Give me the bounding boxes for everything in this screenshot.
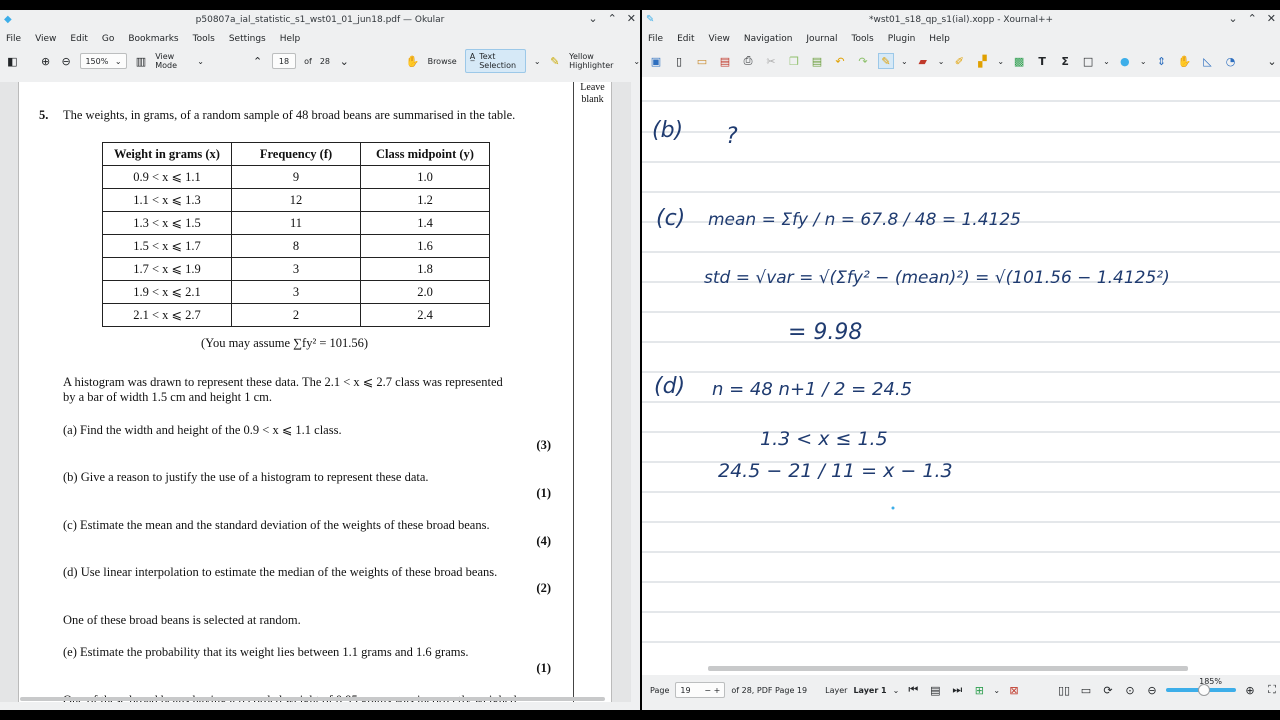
previous-page-icon[interactable]: ⌃ — [253, 54, 263, 68]
chevron-down-icon[interactable]: ⌄ — [892, 685, 900, 695]
menu-journal[interactable]: Journal — [806, 34, 838, 44]
view-mode-icon[interactable]: ▥ — [135, 54, 147, 68]
menu-file[interactable]: File — [648, 34, 664, 44]
zoom-out-icon[interactable]: ⊖ — [61, 54, 71, 68]
minimize-icon[interactable]: ⌄ — [1228, 12, 1238, 25]
leave-label: Leave — [580, 82, 605, 93]
histogram-text-line2: by a bar of width 1.5 cm and height 1 cm. — [63, 390, 272, 404]
print-icon[interactable]: ⎙ — [743, 54, 753, 67]
view-mode-button[interactable]: View Mode — [155, 52, 177, 70]
browse-hand-icon[interactable]: ✋ — [405, 54, 420, 68]
median-interval: 1.3 < x ≤ 1.5 — [760, 428, 888, 450]
table-row — [103, 304, 490, 327]
part-d-question: (d) Use linear interpolation to estimate the median of the weights of these broad beans. — [63, 565, 498, 579]
menu-tools[interactable]: Tools — [192, 34, 215, 44]
frequency-table — [102, 142, 490, 327]
table-cell: 1.0 — [361, 166, 490, 189]
part-c-question: (c) Estimate the mean and the standard deviation of the weights of these broad beans. — [63, 518, 490, 532]
text-selection-tool-button[interactable] — [465, 49, 526, 73]
chevron-down-icon[interactable]: ⌄ — [197, 56, 204, 66]
pen-icon[interactable]: ✎ — [878, 53, 894, 69]
table-cell: 2 — [232, 304, 361, 327]
part-b-label: (b) — [652, 118, 684, 143]
layer-select[interactable]: Layer 1 — [853, 685, 887, 695]
next-page-icon[interactable]: ⌄ — [339, 54, 349, 68]
table-cell: 3 — [232, 258, 361, 281]
minimize-icon[interactable]: ⌄ — [588, 12, 598, 25]
part-a-question: (a) Find the width and height of the 0.9 < x ⩽ 1.1 class. — [63, 423, 342, 437]
xournal-window-title: *wst01_s18_qp_s1(ial).xopp - Xournal++ — [868, 15, 1054, 25]
okular-window — [0, 10, 640, 710]
yellow-highlighter-button[interactable]: Yellow Highlighter — [569, 52, 614, 70]
table-cell: 1.2 — [361, 189, 490, 212]
chevron-down-icon[interactable]: ⌄ — [633, 56, 640, 66]
assumption-text: (You may assume ∑fy² = 101.56) — [201, 336, 369, 350]
menu-plugin[interactable]: Plugin — [887, 34, 916, 44]
table-cell: 2.0 — [361, 281, 490, 304]
menu-go[interactable]: Go — [101, 34, 115, 44]
text-tool-icon[interactable]: T — [1038, 54, 1046, 68]
part-d-marks: (2) — [536, 581, 551, 595]
std-calculation: std = √var = √(Σfy² − (mean)²) = √(101.56 − 1.4125²) — [704, 268, 1170, 288]
table-header-weight: Weight in grams (x) — [103, 143, 232, 166]
ruler-icon[interactable]: ◺ — [1203, 54, 1212, 68]
xournal-toolbar — [642, 49, 1280, 73]
page-number-value: 19 — [680, 685, 691, 695]
page-number-spinner[interactable] — [675, 682, 725, 698]
question-number: 5. — [39, 108, 49, 122]
close-icon[interactable]: ✕ — [1266, 12, 1276, 25]
part-c-marks: (4) — [536, 534, 551, 548]
part-b-question: (b) Give a reason to justify the use of a histogram to represent these data. — [63, 470, 429, 484]
eraser-icon[interactable]: ▰ — [918, 54, 927, 68]
page-of-text: of 28, PDF Page 19 — [731, 685, 808, 695]
maximize-icon[interactable]: ⌃ — [1247, 12, 1257, 25]
shape-rectangle-icon[interactable]: □ — [1082, 54, 1094, 68]
close-icon[interactable]: ✕ — [626, 12, 636, 25]
menu-bookmarks[interactable]: Bookmarks — [128, 34, 179, 44]
table-cell: 1.1 < x ⩽ 1.3 — [103, 189, 232, 212]
chevron-down-icon[interactable]: ⌄ — [901, 56, 908, 66]
zoom-percentage: 185% — [1199, 677, 1222, 686]
table-cell: 1.6 — [361, 235, 490, 258]
select-region-icon[interactable]: ▞ — [978, 54, 987, 68]
chevron-down-icon[interactable]: ⌄ — [937, 56, 945, 66]
table-header-frequency: Frequency (f) — [232, 143, 361, 166]
table-row — [103, 281, 490, 304]
add-layer-icon[interactable]: ⊞ — [974, 683, 984, 697]
interpolation-equation: 24.5 − 21 / 11 = x − 1.3 — [718, 460, 953, 482]
table-cell: 11 — [232, 212, 361, 235]
table-cell: 1.5 < x ⩽ 1.7 — [103, 235, 232, 258]
okular-menubar — [0, 30, 640, 48]
table-cell: 1.7 < x ⩽ 1.9 — [103, 258, 232, 281]
page-label: Page — [650, 685, 670, 695]
menu-view[interactable]: View — [35, 34, 57, 44]
chevron-down-icon[interactable]: ⌄ — [533, 56, 541, 66]
table-row — [103, 258, 490, 281]
table-cell: 12 — [232, 189, 361, 212]
table-cell: 1.9 < x ⩽ 2.1 — [103, 281, 232, 304]
document-viewport[interactable] — [0, 82, 631, 702]
browse-tool-button[interactable]: Browse — [427, 56, 457, 66]
zoom-in-icon[interactable]: ⊕ — [40, 54, 51, 68]
mean-calculation: mean = Σfy / n = 67.8 / 48 = 1.4125 — [708, 210, 1021, 230]
selection-statement: One of these broad beans is selected at random. — [63, 613, 301, 627]
question-intro: The weights, in grams, of a random sample of 48 broad beans are summarised in the table. — [63, 108, 516, 122]
menu-tools[interactable]: Tools — [851, 34, 874, 44]
zoom-value: 150% — [85, 56, 109, 66]
menu-view[interactable]: View — [708, 34, 730, 44]
maximize-icon[interactable]: ⌃ — [607, 12, 617, 25]
table-cell: 1.3 < x ⩽ 1.5 — [103, 212, 232, 235]
chevron-down-icon: ⌄ — [114, 56, 122, 66]
part-d-label: (d) — [654, 374, 686, 399]
chevron-down-icon[interactable]: ⌄ — [993, 685, 1001, 695]
zoom-slider[interactable] — [1166, 688, 1236, 692]
part-a-marks: (3) — [536, 438, 551, 452]
table-cell: 1.4 — [361, 212, 490, 235]
undo-icon[interactable]: ↶ — [835, 54, 845, 68]
delete-layer-icon[interactable]: ⊠ — [1009, 683, 1019, 697]
part-e-marks: (1) — [536, 661, 551, 675]
text-selection-label: Text Selection — [479, 52, 517, 70]
table-row — [103, 189, 490, 212]
table-row — [103, 212, 490, 235]
open-folder-icon[interactable]: ▭ — [696, 54, 708, 68]
sidebar-toggle-icon[interactable]: ◧ — [7, 54, 18, 68]
okular-toolbar — [0, 50, 640, 72]
horizontal-scrollbar[interactable] — [708, 666, 1188, 671]
menu-help[interactable]: Help — [929, 34, 950, 44]
copy-icon[interactable]: ❐ — [789, 54, 799, 68]
chevron-down-icon[interactable]: ⌄ — [1103, 56, 1110, 66]
highlighter-icon[interactable]: ✐ — [954, 54, 965, 68]
next-layer-icon[interactable]: ⏭ — [952, 683, 963, 696]
table-row — [103, 166, 490, 189]
paste-icon[interactable]: ▤ — [811, 54, 823, 68]
page-total: 28 — [319, 56, 330, 66]
table-cell: 2.4 — [361, 304, 490, 327]
export-pdf-icon[interactable]: ▤ — [719, 54, 731, 68]
menu-file[interactable]: File — [6, 34, 22, 44]
n-calculation: n = 48 n+1 / 2 = 24.5 — [712, 379, 913, 400]
zoom-out-icon[interactable]: ⊖ — [1147, 683, 1157, 697]
menu-navigation[interactable]: Navigation — [743, 34, 793, 44]
presentation-icon[interactable]: ▭ — [1080, 683, 1092, 697]
part-b-marks: (1) — [536, 486, 551, 500]
xournal-app-icon: ✎ — [646, 14, 655, 25]
page-number-input[interactable]: 18 — [272, 53, 296, 69]
table-cell: 2.1 < x ⩽ 2.7 — [103, 304, 232, 327]
vertical-space-icon[interactable]: ⇕ — [1156, 54, 1167, 68]
highlighter-icon[interactable]: ✎ — [550, 54, 560, 68]
menu-edit[interactable]: Edit — [677, 34, 695, 44]
zoom-select[interactable] — [80, 53, 126, 69]
menu-help[interactable]: Help — [279, 34, 301, 44]
zoom-in-icon[interactable]: ⊕ — [1245, 683, 1255, 697]
part-e-question: (e) Estimate the probability that its weight lies between 1.1 grams and 1.6 grams. — [63, 645, 469, 659]
redo-icon[interactable]: ↷ — [858, 54, 868, 68]
hand-tool-icon[interactable]: ✋ — [1177, 54, 1192, 68]
xournal-canvas[interactable] — [642, 77, 1280, 675]
zoom-fit-icon[interactable]: ⟳ — [1103, 683, 1113, 697]
zoom-100-icon[interactable]: ⊙ — [1125, 683, 1135, 697]
handwriting-page — [642, 77, 1280, 675]
save-icon[interactable]: ▣ — [650, 54, 662, 68]
menu-settings[interactable]: Settings — [228, 34, 266, 44]
new-page-icon[interactable]: ▯ — [675, 54, 683, 68]
chevron-down-icon[interactable]: ⌄ — [1139, 56, 1147, 66]
part-b-answer: ? — [726, 124, 738, 149]
okular-app-icon: ◆ — [4, 14, 12, 25]
table-header-row — [103, 143, 490, 166]
okular-titlebar — [0, 10, 640, 30]
first-layer-icon[interactable]: ⏮ — [908, 683, 919, 696]
okular-window-title: p50807a_ial_statistic_s1_wst01_01_jun18.pdf — Okular — [195, 15, 445, 25]
pen-color-icon[interactable]: ● — [1120, 54, 1130, 68]
image-icon[interactable]: ▩ — [1013, 54, 1025, 68]
toolbar-overflow-icon[interactable]: ⌄ — [1267, 54, 1277, 68]
table-cell: 0.9 < x ⩽ 1.1 — [103, 166, 232, 189]
two-page-icon[interactable]: ▯▯ — [1057, 683, 1071, 697]
cut-icon[interactable]: ✂ — [766, 54, 776, 68]
table-cell: 8 — [232, 235, 361, 258]
pdf-page — [18, 82, 612, 702]
compass-icon[interactable]: ◔ — [1225, 54, 1236, 68]
table-row — [103, 235, 490, 258]
part-c-label: (c) — [656, 206, 686, 231]
histogram-text-line1: A histogram was drawn to represent these data. The 2.1 < x ⩽ 2.7 class was represented — [63, 375, 503, 389]
chevron-down-icon[interactable]: ⌄ — [997, 56, 1005, 66]
table-cell: 1.8 — [361, 258, 490, 281]
layer-label: Layer — [825, 685, 848, 695]
xournal-statusbar — [642, 678, 1280, 702]
xournal-titlebar — [642, 10, 1280, 30]
table-header-midpoint: Class midpoint (y) — [361, 143, 490, 166]
pen-cursor-dot — [892, 507, 895, 510]
page-of-label: of — [304, 56, 312, 66]
leave-blank-margin — [573, 82, 611, 702]
text-selection-icon: A̲ — [469, 52, 476, 61]
fullscreen-icon[interactable]: ⛶ — [1268, 683, 1276, 696]
xournal-window — [642, 10, 1280, 710]
menu-edit[interactable]: Edit — [70, 34, 88, 44]
xournal-menubar — [642, 30, 1280, 48]
latex-sigma-icon[interactable]: Σ — [1061, 54, 1069, 68]
table-cell: 9 — [232, 166, 361, 189]
minus-plus-icon[interactable]: − + — [704, 685, 721, 695]
std-result: = 9.98 — [788, 320, 863, 345]
previous-layer-icon[interactable]: ▤ — [930, 683, 941, 697]
table-cell: 3 — [232, 281, 361, 304]
horizontal-scrollbar[interactable] — [20, 697, 605, 701]
blank-label: blank — [581, 94, 604, 105]
vertical-scrollbar[interactable] — [631, 82, 640, 702]
